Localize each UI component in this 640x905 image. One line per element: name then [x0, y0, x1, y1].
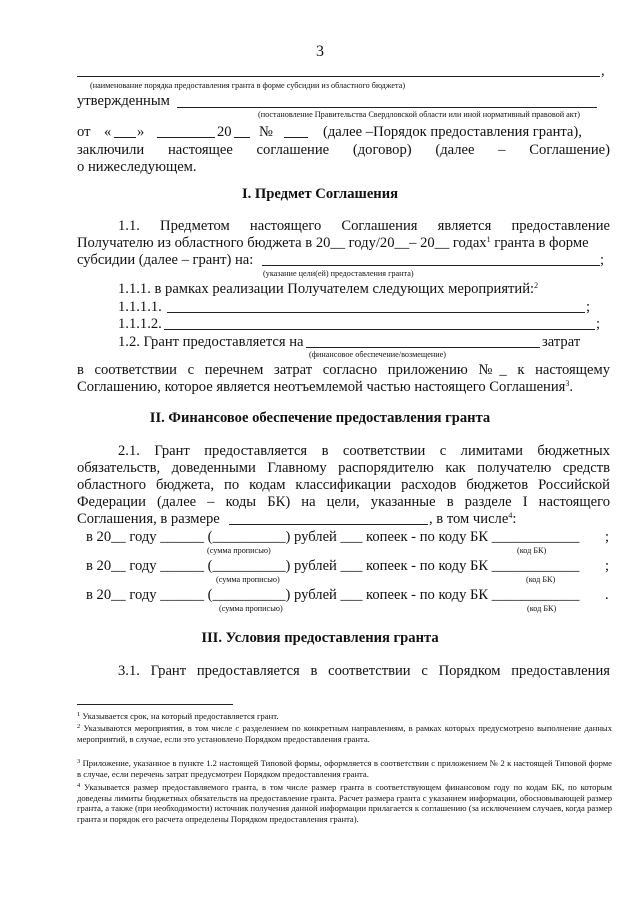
p2-1-line5b: , в том числе$^4$:	[429, 511, 517, 527]
p1-1-1-1-end: ;	[586, 299, 591, 315]
p1-1-1-2-line	[164, 329, 595, 330]
procedure-name-line	[77, 76, 600, 77]
concluded-line-2: о нижеследующем.	[77, 159, 197, 175]
trailing-comma: ,	[601, 63, 605, 79]
budget-row-2: в 20__ году ______ (__________) рублей ___ копеек - по коду БК ____________	[86, 558, 580, 574]
page-number: 3	[316, 43, 324, 60]
resolution-caption: (постановление Правительства Свердловской области или иной нормативный правовой акт)	[258, 110, 580, 119]
concluded-line: заключили настоящее соглашение (договор) (далее – Соглашение)	[77, 142, 610, 158]
p3-1-line1: 3.1. Грант предоставляется в соответствии с Порядком предоставления	[118, 663, 610, 679]
approved-label: утвержденным	[77, 93, 170, 109]
resolution-line	[177, 107, 597, 108]
budget-row-1-sum-caption: (сумма прописью)	[207, 546, 271, 555]
p2-1-line2: обязательств, доведенными Главному распорядителю как получателю средств	[77, 460, 610, 476]
budget-row-3-end: .	[605, 587, 609, 603]
p1-1-line3: субсидии (далее – грант) на:	[77, 252, 254, 268]
goal-line-end: ;	[600, 252, 605, 268]
footnote-separator	[77, 704, 233, 705]
p1-1-line1: 1.1. Предметом настоящего Соглашения является предоставление	[118, 218, 610, 234]
grant-amount-line	[229, 524, 428, 525]
footnote-3: $^3$ Приложение, указанное в пункте 1.2 настоящей Типовой формы, оформляется в соответствии с приложением № 2 к настоящей Типовой форме в случае, если перечень затрат предусмотрен Порядком предоставления гранта.	[77, 758, 612, 779]
p1-1-1-1: 1.1.1.1.	[118, 299, 162, 315]
p1-1-1-1-line	[167, 312, 585, 313]
p2-1-line1: 2.1. Грант предоставляется в соответствии с лимитами бюджетных	[118, 443, 610, 459]
p1-2-line1b: затрат	[542, 334, 581, 350]
finance-line	[306, 347, 540, 348]
budget-row-1: в 20__ году ______ (__________) рублей ___ копеек - по коду БК ____________	[86, 529, 580, 545]
p1-2-line2: в соответствии с перечнем затрат согласно приложению №_ к настоящему	[77, 362, 610, 378]
section-2-heading: II. Финансовое обеспечение предоставления гранта	[149, 410, 491, 426]
p2-1-line5a: Соглашения, в размере	[77, 511, 220, 527]
p1-1-1-2-end: ;	[596, 316, 601, 332]
p2-1-line3: областного бюджета, по кодам классификации расходов бюджетов Российской	[77, 477, 610, 493]
finance-caption: (финансовое обеспечение/возмещение)	[309, 350, 446, 359]
p1-2-line1a: 1.2. Грант предоставляется на	[118, 334, 304, 350]
footnote-1: $^1$ Указывается срок, на который предоставляется грант.	[77, 711, 279, 721]
budget-row-3-sum-caption: (сумма прописью)	[219, 604, 283, 613]
procedure-caption: (наименование порядка предоставления гранта в форме субсидии из областного бюджета)	[90, 81, 406, 90]
p1-1-1: 1.1.1. в рамках реализации Получателем следующих мероприятий:$^2$	[118, 281, 539, 297]
p1-1-line2: Получателю из областного бюджета в 20__ году/20__– 20__ годах$^1$ гранта в форме	[77, 235, 589, 251]
budget-row-2-code-caption: (код БК)	[526, 575, 556, 584]
budget-row-1-end: ;	[605, 529, 610, 545]
footnote-2: $^2$ Указываются мероприятия, в том числе с разделением по конкретным направлениям, в рамках которых предусмотрено выполнение данных мероприятий, в случае, если это установлено Порядком предоставления гранта.	[77, 723, 612, 744]
p2-1-line4: Федерации (далее – коды БК) на цели, указанные в разделе I настоящего	[77, 494, 610, 510]
goal-line	[262, 265, 600, 266]
budget-row-3-code-caption: (код БК)	[527, 604, 557, 613]
budget-row-3: в 20__ году ______ (__________) рублей ___ копеек - по коду БК ____________	[86, 587, 580, 603]
p1-2-line3: Соглашению, которое является неотъемлемой частью настоящего Соглашения$^3$.	[77, 379, 574, 395]
budget-row-2-sum-caption: (сумма прописью)	[216, 575, 280, 584]
section-1-heading: I. Предмет Соглашения	[241, 186, 399, 202]
goal-caption: (указание цели(ей) предоставления гранта)	[263, 269, 414, 278]
p1-1-1-2: 1.1.1.2.	[118, 316, 162, 332]
section-3-heading: III. Условия предоставления гранта	[201, 630, 439, 646]
footnote-4: $^4$ Указывается размер предоставляемого гранта, в том числе размер гранта в соответствующем финансовом году по кодам БК, по которым доведены лимиты бюджетных обязательств на предоставление гранта. Расчет размера гранта с указанием информации, обосновывающей размер гранта, а также (при необходимости) источник получения данной информации прилагается к соглашению (за исключением случаев, когда размер гранта и порядок его расчета определены Порядком предоставления гранта).	[77, 782, 612, 824]
budget-row-2-end: ;	[605, 558, 610, 574]
budget-row-1-code-caption: (код БК)	[517, 546, 547, 555]
